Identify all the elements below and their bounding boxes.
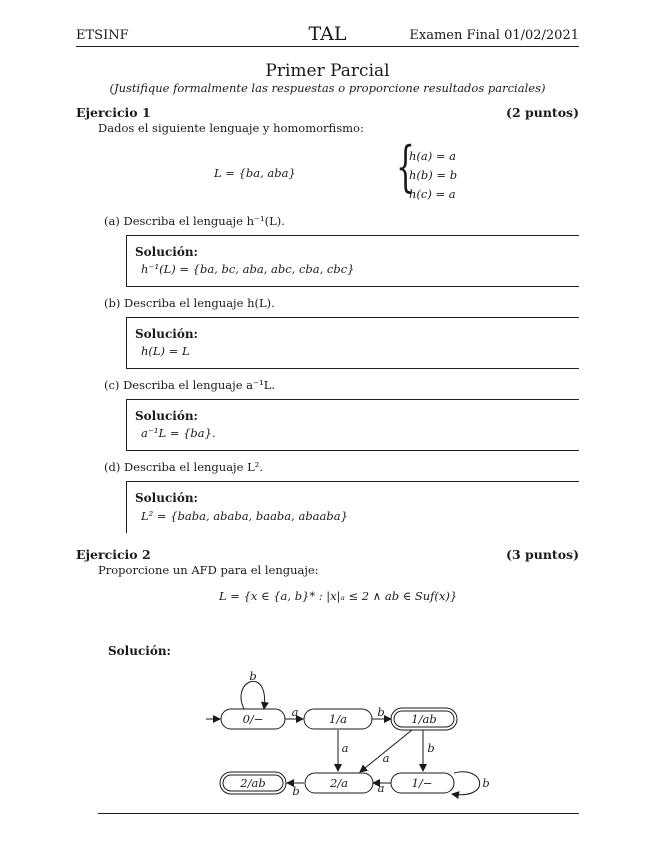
solution-label: Solución: — [135, 327, 198, 341]
ex2-points: (3 puntos) — [506, 547, 579, 562]
ex1-question-b: (b) Describa el lenguaje h(L). — [104, 296, 275, 310]
solution-label: Solución: — [135, 245, 198, 259]
ex1-question-a: (a) Describa el lenguaje h⁻¹(L). — [104, 214, 285, 228]
edge-label-q0-q0: b — [249, 669, 257, 683]
ex2-intro: Proporcione un AFD para el lenguaje: — [98, 563, 319, 577]
ex2-heading: Ejercicio 2 — [76, 547, 151, 562]
ex1-points: (2 puntos) — [506, 105, 579, 120]
edge-label-q4-q3: b — [292, 784, 300, 798]
ex1-hom-b: h(b) = b — [409, 168, 458, 182]
edge-q0-q0 — [241, 681, 265, 709]
edge-q5-q5 — [452, 772, 480, 795]
state-label-q5: 1/− — [411, 776, 433, 790]
header-left: ETSINF — [76, 28, 129, 43]
ex1-language: L = {ba, aba} — [214, 166, 296, 180]
edge-label-q5-q4: a — [377, 781, 385, 795]
ex1-solution-a: h⁻¹(L) = {ba, bc, aba, abc, cba, cbc} — [141, 262, 355, 276]
ex1-question-d: (d) Describa el lenguaje L². — [104, 460, 263, 474]
edge-label-q1-q4: a — [341, 741, 349, 755]
ex1-hom-c: h(c) = a — [409, 187, 456, 201]
footer-rule — [98, 813, 579, 814]
ex1-brace: { — [396, 135, 415, 198]
edge-label-q5-q5: b — [482, 776, 490, 790]
page-title: Primer Parcial — [265, 61, 390, 81]
ex1-intro: Dados el siguiente lenguaje y homomorfismo: — [98, 121, 364, 135]
state-label-q0: 0/− — [242, 712, 264, 726]
ex1-solution-b: h(L) = L — [141, 344, 190, 358]
state-label-q2: 1/ab — [411, 712, 437, 726]
state-label-q4: 2/a — [329, 776, 349, 790]
state-label-q1: 1/a — [328, 712, 348, 726]
state-label-q3: 2/ab — [240, 776, 266, 790]
ex1-hom-a: h(a) = a — [409, 149, 457, 163]
solution-label: Solución: — [135, 409, 198, 423]
ex2-language: L = {x ∈ {a, b}* : |x|ₐ ≤ 2 ∧ ab ∈ Suf(x)} — [219, 589, 458, 603]
ex1-question-c: (c) Describa el lenguaje a⁻¹L. — [104, 378, 275, 392]
ex1-solution-d: L² = {baba, ababa, baaba, abaaba} — [141, 509, 348, 523]
solution-label: Solución: — [135, 491, 198, 505]
ex1-solution-c: a⁻¹L = {ba}. — [141, 426, 216, 440]
ex1-heading: Ejercicio 1 — [76, 105, 151, 120]
ex2-solution-label: Solución: — [108, 644, 171, 658]
edge-label-q2-q5: b — [427, 741, 435, 755]
header-title: TAL — [308, 23, 347, 45]
edge-label-q1-q2: b — [377, 705, 385, 719]
edge-label-q0-q1: a — [291, 705, 299, 719]
edge-label-q2-q4: a — [382, 751, 390, 765]
header-right: Examen Final 01/02/2021 — [409, 28, 579, 43]
page-subtitle: (Justifique formalmente las respuestas o proporcione resultados parciales) — [109, 81, 546, 95]
